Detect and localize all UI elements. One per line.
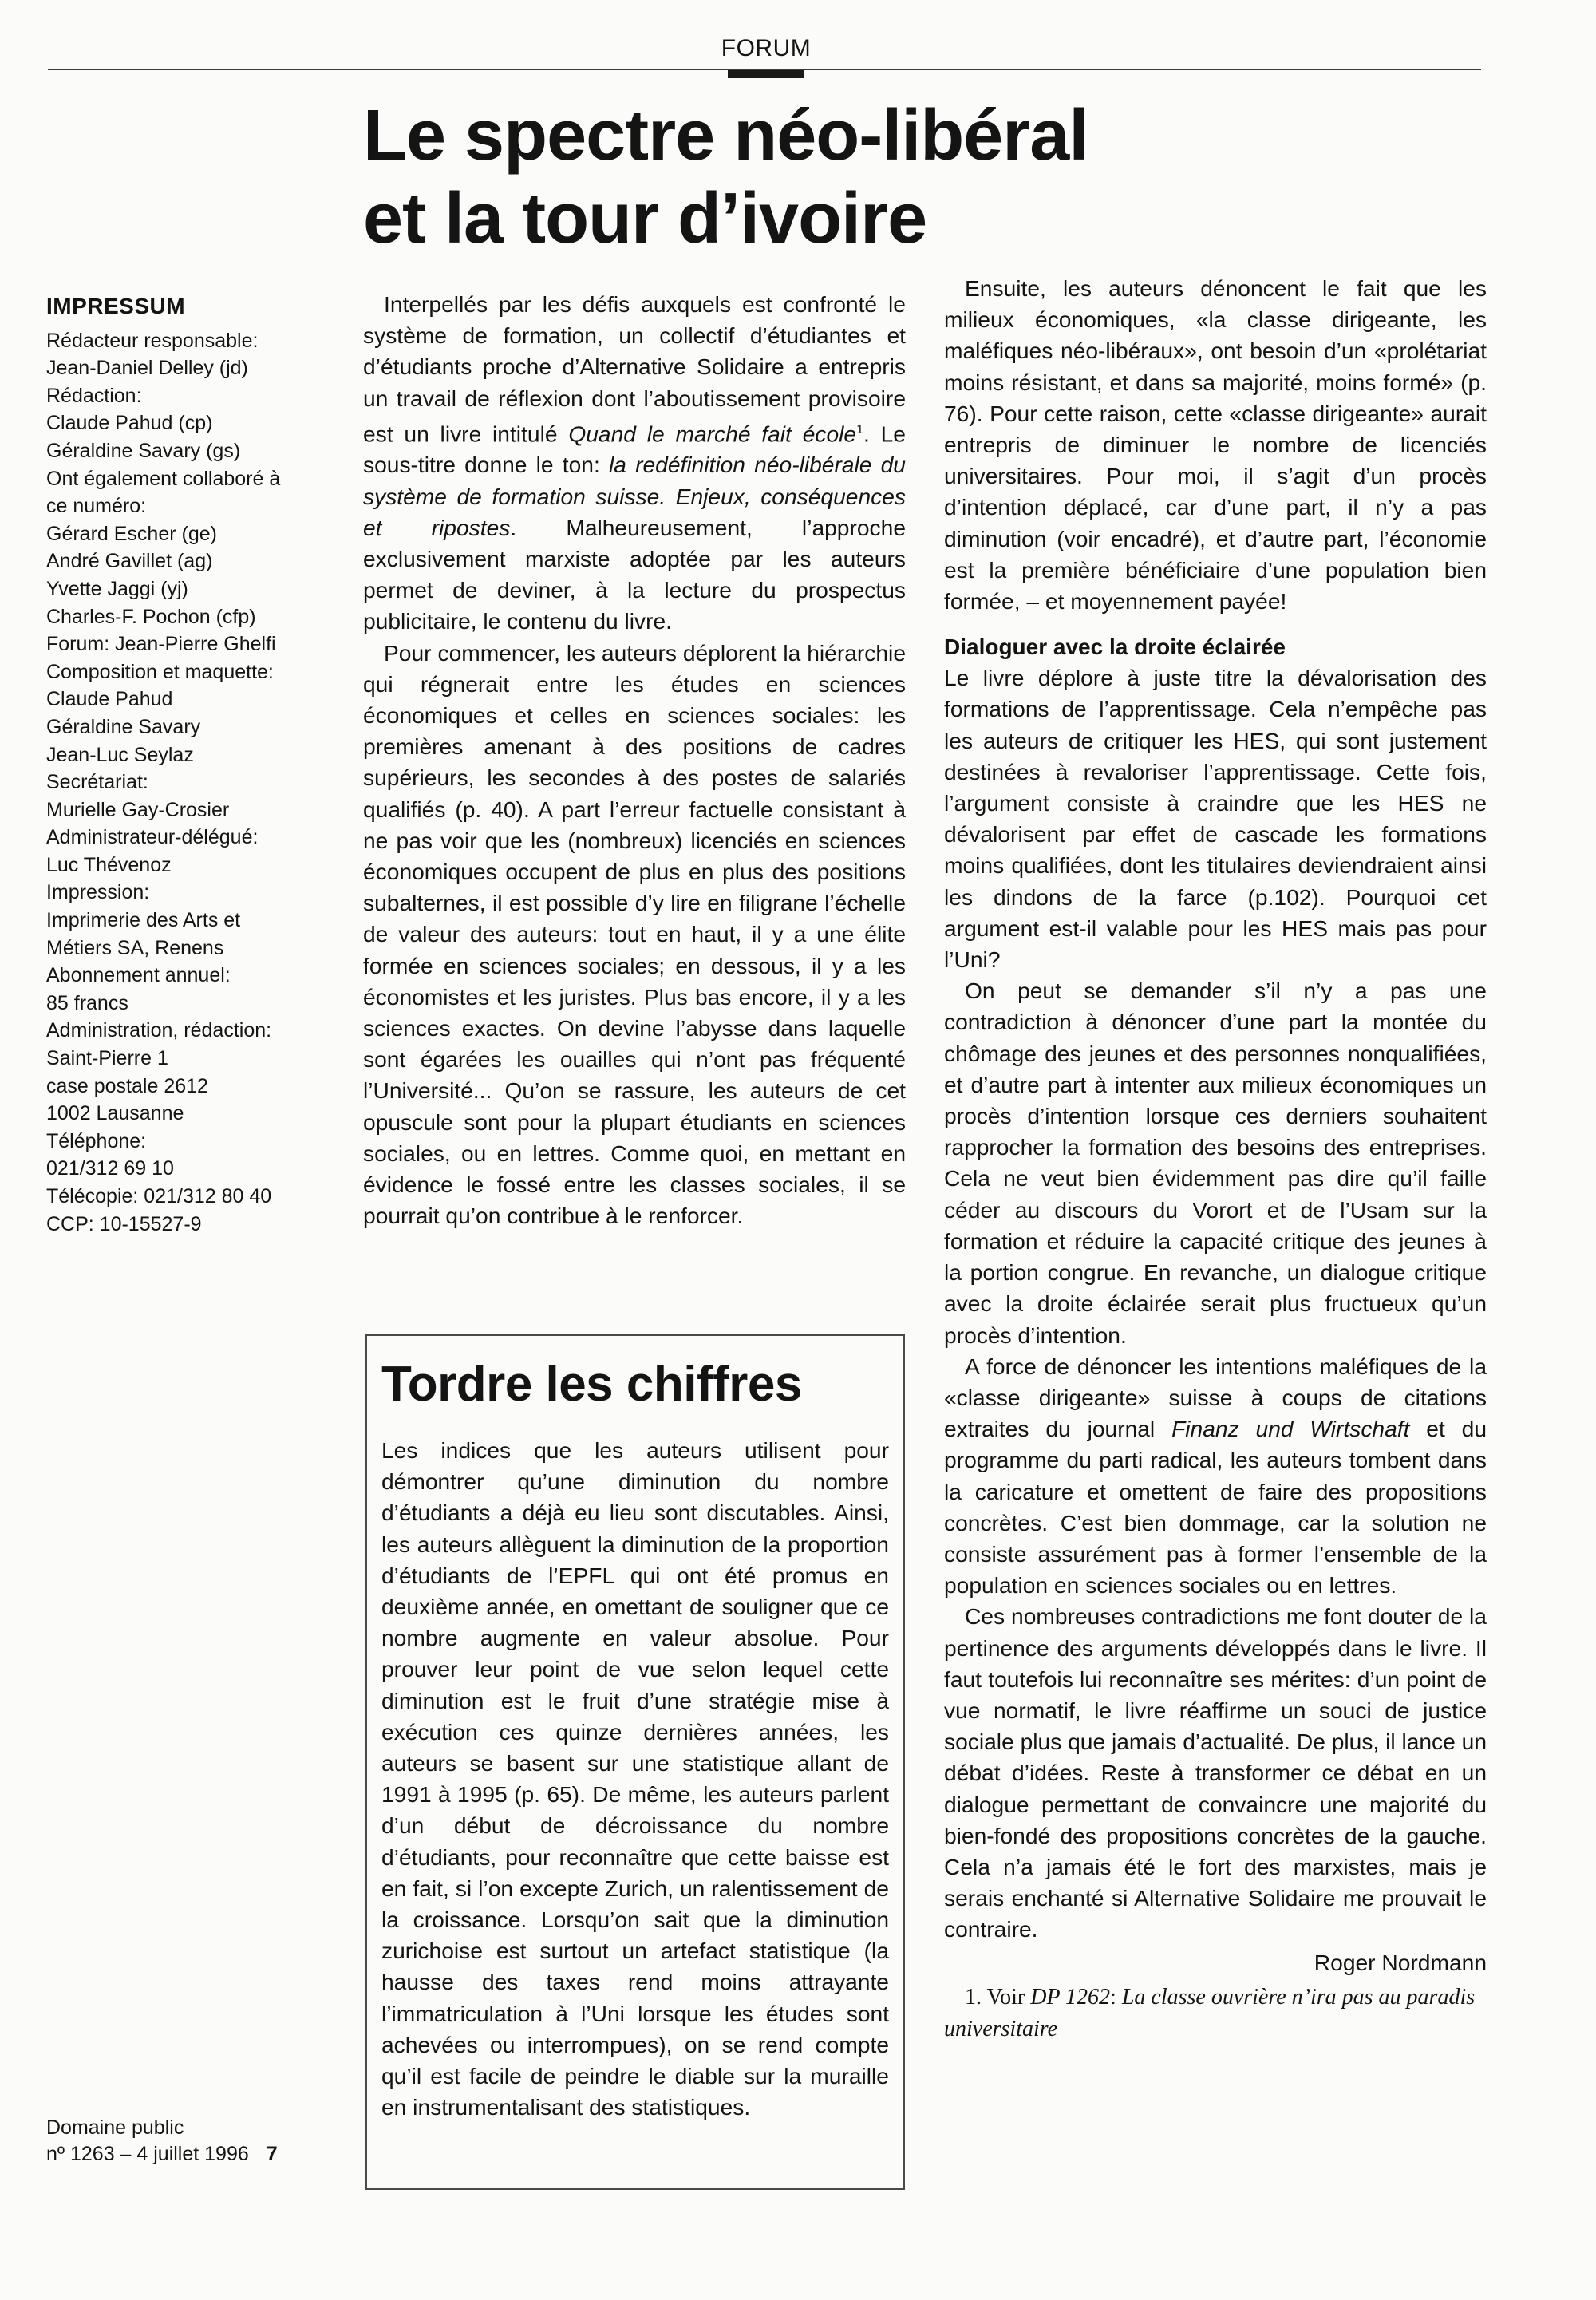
- book-title: Quand le marché fait école: [568, 421, 857, 447]
- page-number: 7: [266, 2143, 278, 2165]
- impressum-line: Abonnement annuel:: [46, 964, 231, 987]
- article-subheading: Dialoguer avec la droite éclairée: [944, 634, 1286, 660]
- impressum-line: Téléphone:: [46, 1129, 147, 1152]
- impressum-line: Yvette Jaggi (yj): [46, 577, 188, 600]
- paragraph-text: et du programme du parti radical, les auteurs tombent dans la caricature et omettent de faire des propositions concrètes. C’est bien dommage, car la solution ne consiste assurément pas à former l’ensemble de la population en sciences sociales ou en lettres.: [944, 1416, 1487, 1599]
- impressum-line: Administrateur-délégué:: [46, 826, 259, 849]
- impressum-line: Claude Pahud: [46, 688, 173, 711]
- impressum-line: Géraldine Savary (gs): [46, 439, 241, 462]
- impressum-title: IMPRESSUM: [46, 294, 186, 318]
- impressum-line: Métiers SA, Renens: [46, 936, 224, 959]
- book-subtitle: la redéfinition néo-libérale du système de formation suisse. Enjeux, conséquences et ripostes: [363, 452, 906, 540]
- impressum-line: Secrétariat:: [46, 771, 148, 794]
- impressum-line: Luc Thévenoz: [46, 853, 172, 876]
- article-paragraph: Ensuite, les auteurs dénoncent le fait que les milieux économiques, «la classe dirigeante, les maléfiques néo-libéraux», ont besoin d’un «prolétariat moins résistant, et dans sa majorité, moins formé» (p. 76). Pour cette raison, cette «classe dirigeante» aurait entrepris de diminuer le nombre de licenciés universitaires. Pour moi, il s’agit d’un procès d’intention déplacé, car d’une part, il n’y a pas diminution (voir encadré), et d’autre part, l’économie est la première bénéficiaire d’une population bien formée, – et moyennement payée!: [944, 275, 1487, 615]
- impressum-line: Télécopie: 021/312 80 40: [46, 1185, 272, 1207]
- paragraph-text: A force de dénoncer les intentions maléfiques de la «classe dirigeante» suisse à coups de citations extraites du journal: [944, 1353, 1487, 1442]
- impressum: [46, 293, 334, 1238]
- impressum-line: Claude Pahud (cp): [46, 412, 213, 435]
- impressum-line: Jean-Luc Seylaz: [46, 743, 194, 766]
- issue-line: [46, 2141, 350, 2168]
- page-footer: [46, 2115, 350, 2168]
- headline-line-1: Le spectre néo-libéral: [363, 96, 1088, 176]
- article-headline: [363, 94, 1241, 260]
- article-paragraph: Ces nombreuses contradictions me font douter de la pertinence des arguments développés dans le livre. Il faut toutefois lui reconnaître ses mérites: d’un point de vue normatif, le livre réaffirme un souci de justice sociale plus que jamais d’actualité. De plus, il lance un débat d’idées. Reste à transformer ce débat en un dialogue permettant de convaincre une majorité du bien-fondé des propositions concrètes de la gauche. Cela n’a jamais été le fort des marxistes, mais je serais enchanté si Alternative Solidaire me prouvait le contraire.: [944, 1603, 1487, 1942]
- article-paragraph: [944, 1351, 1487, 1602]
- author-signature: Roger Nordmann: [1314, 1949, 1487, 1975]
- impressum-line: Rédacteur responsable:: [46, 329, 259, 352]
- impressum-line: André Gavillet (ag): [46, 550, 213, 573]
- impressum-line: case postale 2612: [46, 1074, 208, 1097]
- sidebar-title: Tordre les chiffres: [381, 1357, 802, 1412]
- paragraph-text: . Malheureusement, l’approche exclusivement marxiste adoptée par les auteurs permet de deviner, à la lecture du prospectus publicitaire, le contenu du livre.: [363, 514, 906, 634]
- footnote-number: 1. Voir: [965, 1984, 1031, 2010]
- impressum-line: Imprimerie des Arts et: [46, 909, 241, 932]
- impressum-line: Géraldine Savary: [46, 715, 201, 738]
- impressum-line: CCP: 10-15527-9: [46, 1212, 202, 1235]
- section-label: FORUM: [721, 35, 812, 61]
- article-paragraph: Pour commencer, les auteurs déplorent la hiérarchie qui régnerait entre les études en sciences économiques et celles en sciences sociales: les premières amenant à des positions de cadres supérieurs, les secondes à des postes de salariés qualifiés (p. 40). A part l’erreur factuelle consistant à ne pas voir que les (nombreux) licenciés en sciences économiques occupent de plus en plus des positions subalternes, il est possible d’y lire en filigrane l’échelle de valeur des auteurs: tout en haut, il y a une élite formée en sciences sociales; en dessous, il y a les économistes et les juristes. Plus bas encore, il y a les sciences exactes. On devine l’abysse dans laquelle sont égarées les ouailles qui n’ont pas fréquenté l’Université... Qu’on se rassure, les auteurs de cet opuscule sont pour la plupart étudiants en sciences sociales, ou en lettres. Comme quoi, en mettant en évidence le fossé entre les classes sociales, il se pourrait qu’on contribue à le renforcer.: [363, 639, 906, 1229]
- impressum-line: Jean-Daniel Delley (jd): [46, 357, 248, 380]
- paragraph-text: . Le sous-titre donne le ton:: [363, 421, 906, 478]
- headline-line-2: et la tour d’ivoire: [363, 179, 927, 259]
- footnote-reference: DP 1262: [1030, 1984, 1111, 2010]
- section-marker-bar: [728, 70, 804, 78]
- impressum-line: Composition et maquette:: [46, 660, 274, 683]
- journal-name: Finanz und Wirtschaft: [1171, 1416, 1410, 1442]
- article-paragraph: [363, 289, 906, 638]
- impressum-line: 021/312 69 10: [46, 1157, 174, 1180]
- article-paragraph: Le livre déplore à juste titre la dévalorisation des formations de l’apprentissage. Cela n’empêche pas les auteurs de critiquer les HES, qui sont justement destinées à revaloriser l’apprentissage. Cette fois, l’argument consiste à craindre que les HES ne dévalorisent par effet de cascade les formations moins qualifiées, dont les titulaires deviendraient ainsi les dindons de la farce (p.102). Pourquoi cet argument est-il valable pour les HES mais pas pour l’Uni?: [944, 665, 1487, 973]
- footnote-title: La classe ouvrière n’ira pas au paradis universitaire: [944, 1984, 1476, 2041]
- article-column-middle: [363, 289, 906, 1231]
- impressum-line: Administration, rédaction:: [46, 1019, 272, 1042]
- issue-date: nº 1263 – 4 juillet 1996: [46, 2143, 249, 2165]
- article-column-right: [944, 273, 1487, 2045]
- footnote-separator: :: [1110, 1984, 1122, 2010]
- article-paragraph: On peut se demander s’il n’y a pas une contradiction à dénoncer d’une part la montée du chômage des jeunes et des personnes nonqualifiées, et d’autre part à intenter aux milieux économiques un procès d’intention lorsque ces derniers souhaitent rapprocher la formation des besoins des entreprises. Cela ne veut bien évidemment pas dire qu’il faille céder au discours du Vorort et de l’Usam sur la formation et réduire la capacité critique des jeunes à la portion congrue. En revanche, un dialogue critique avec la droite éclairée serait plus fructueux qu’un procès d’intention.: [944, 978, 1487, 1348]
- impressum-line: 1002 Lausanne: [46, 1102, 184, 1125]
- footnote: [944, 1982, 1487, 2045]
- sidebar-text: Les indices que les auteurs utilisent pour démontrer qu’une diminution du nombre d’étudiants a déjà eu lieu sont discutables. Ainsi, les auteurs allèguent la diminution de la proportion d’étudiants de l’EPFL qui ont été promus en deuxième année, en omettant de souligner que ce nombre augmente en valeur absolue. Pour prouver leur point de vue selon lequel cette diminution est le fruit d’une stratégie mise à exécution ces quinze dernières années, les auteurs se basent sur une statistique allant de 1991 à 1995 (p. 65). De même, les auteurs parlent d’un début de décroissance du nombre d’étudiants, pour reconnaître que cette baisse est en fait, si l’on excepte Zurich, un ralentissement de la croissance. Lorsqu’on sait que la diminution zurichoise est surtout un artefact statistique (la hausse des taxes rend moins attrayante l’immatriculation à l’Uni lorsque les études sont achevées ou interrompues), on se rend compte qu’il est facile de peindre le diable sur la muraille en instrumentalisant des statistiques.: [381, 1437, 889, 2120]
- impressum-line: 85 francs: [46, 991, 128, 1014]
- impressum-line: Saint-Pierre 1: [46, 1047, 168, 1070]
- sidebar-box: [365, 1334, 905, 2190]
- impressum-lines: [46, 327, 334, 1239]
- paragraph-text: Interpellés par les défis auxquels est confronté le système de formation, un collectif d’étudiantes et d’étudiants proche d’Alternative Solidaire a entrepris un travail de réflexion dont l’aboutissement provisoire est un livre intitulé: [363, 291, 906, 447]
- impressum-line: Gérard Escher (ge): [46, 522, 217, 545]
- impressum-line: Rédaction:: [46, 384, 142, 407]
- publication-name: Domaine public: [46, 2116, 184, 2139]
- impressum-line: Murielle Gay-Crosier: [46, 798, 230, 821]
- impressum-line: Charles-F. Pochon (cfp): [46, 605, 256, 628]
- impressum-line: Forum: Jean-Pierre Ghelfi: [46, 633, 276, 656]
- impressum-line: Impression:: [46, 881, 150, 904]
- impressum-line: Ont également collaboré à: [46, 467, 281, 490]
- footnote-marker: 1: [856, 422, 863, 437]
- impressum-line: ce numéro:: [46, 495, 147, 518]
